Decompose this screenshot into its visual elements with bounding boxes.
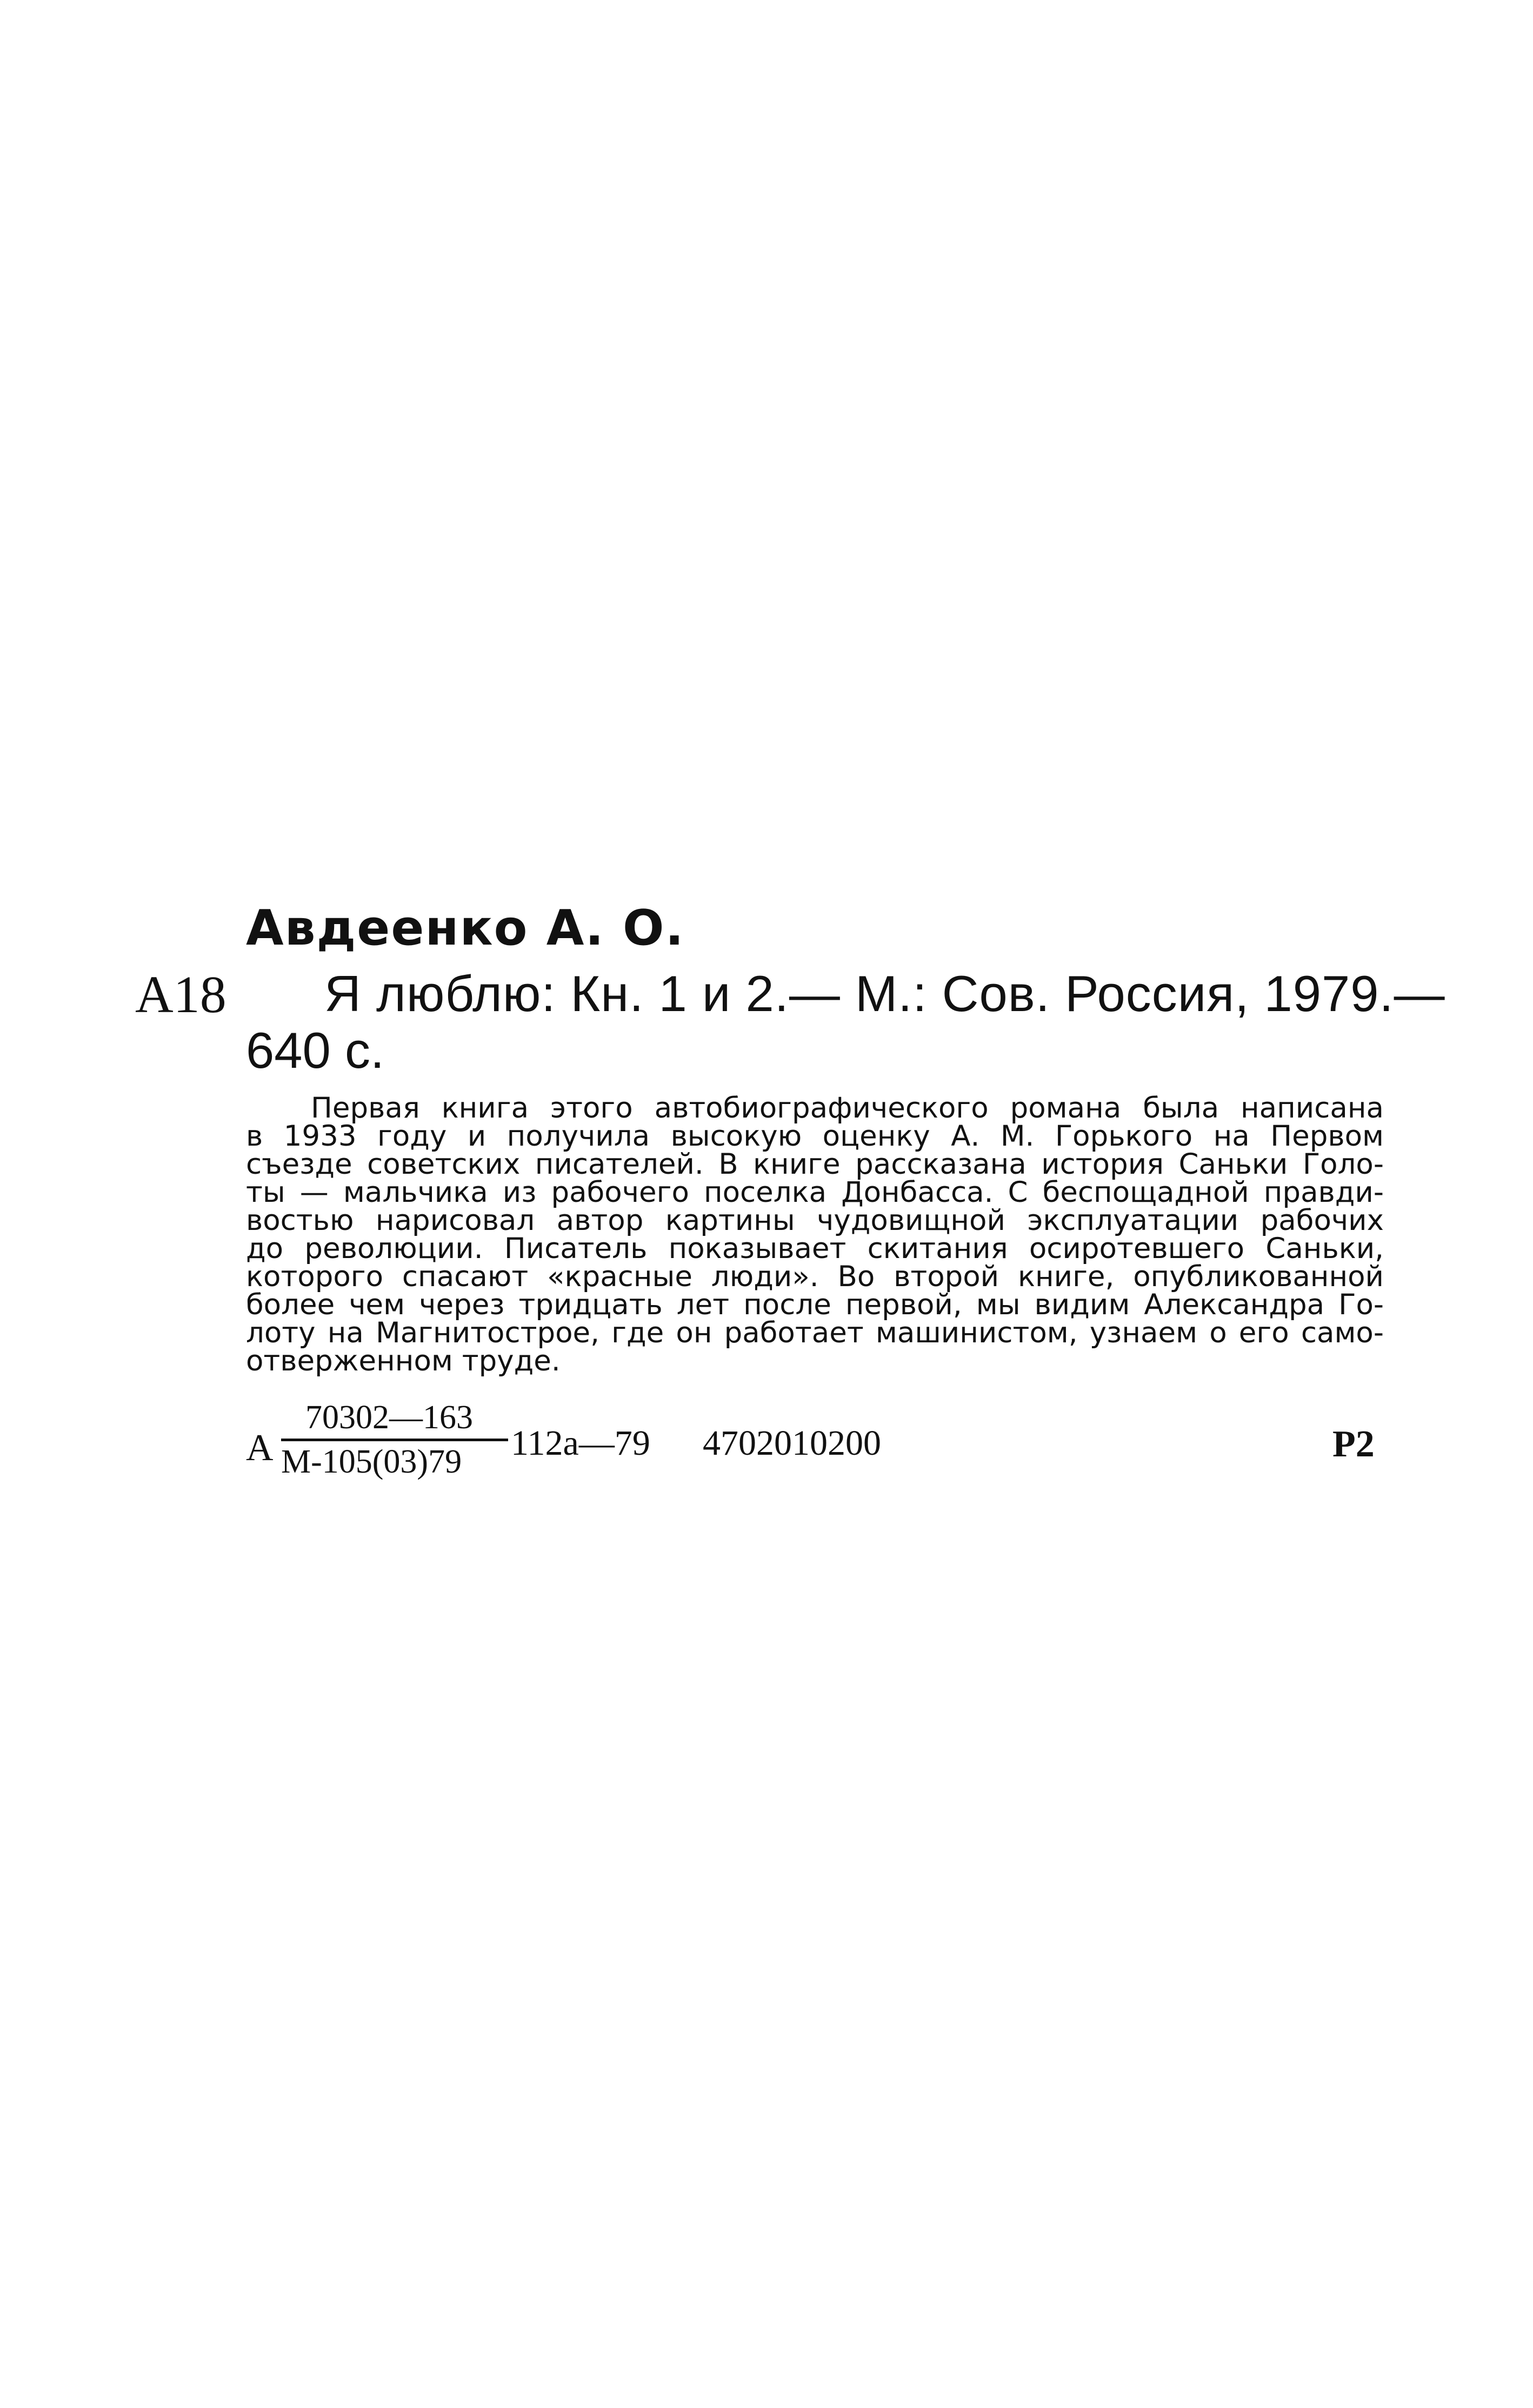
annotation-line: Первая книга этого автобиографического романа была написана: [311, 1092, 1384, 1125]
annotation-line: востью нарисовал автор картины чудовищной эксплуатации рабочих: [246, 1204, 1384, 1237]
annotation-text: [246, 1094, 1384, 1375]
code-suffix: 112а—79: [511, 1423, 650, 1463]
annotation-line: в 1933 году и получила высокую оценку А. М. Горького на Первом: [246, 1120, 1384, 1153]
author-name: Авдеенко А. О.: [246, 900, 685, 956]
code-isbn: 4702010200: [703, 1423, 881, 1463]
annotation-line: до революции. Писатель показывает скитания осиротевшего Саньки,: [246, 1232, 1384, 1265]
annotation-line: съезде советских писателей. В книге рассказана история Саньки Голо-: [246, 1148, 1384, 1181]
annotation-line: ты — мальчика из рабочего поселка Донбасса. С беспощадной правди-: [246, 1176, 1384, 1209]
annotation-line: которого спасают «красные люди». Во второй книге, опубликованной: [246, 1260, 1384, 1293]
classification-code: Р2: [1332, 1423, 1375, 1465]
book-title-line: Я люблю: Кн. 1 и 2.— М.: Сов. Россия, 1979.—: [324, 965, 1445, 1022]
catalog-index: А18: [135, 966, 226, 1024]
code-denominator: М-105(03)79: [281, 1443, 462, 1480]
code-numerator: 70302—163: [305, 1399, 473, 1436]
annotation-line: отверженном труде.: [246, 1345, 561, 1377]
page-count: 640 с.: [246, 1022, 385, 1079]
annotation-line: лоту на Магнитострое, где он работает машинистом, узнаем о его само-: [246, 1316, 1384, 1349]
fraction-bar: [281, 1439, 508, 1441]
code-letter: А: [246, 1427, 274, 1469]
annotation-line: более чем через тридцать лет после первой, мы видим Александра Го-: [246, 1288, 1384, 1321]
